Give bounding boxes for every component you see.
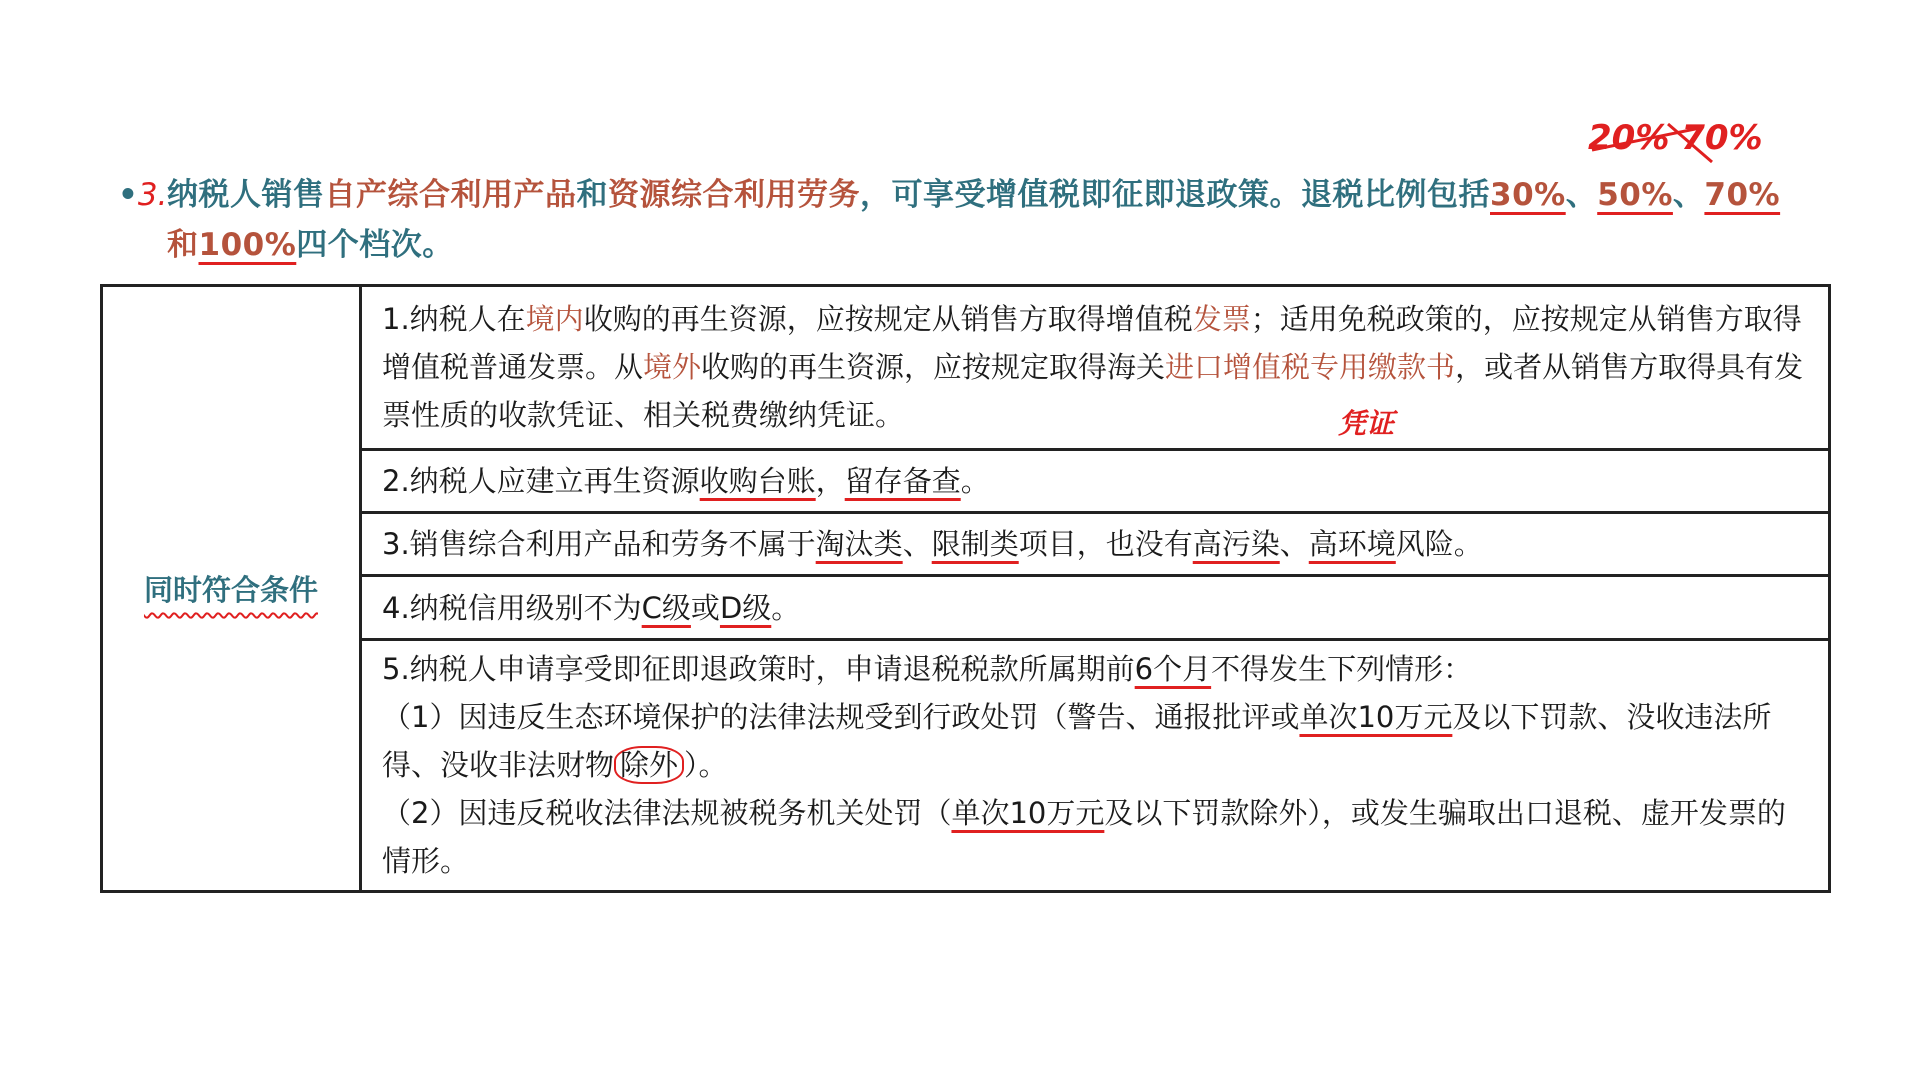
- underlined-text: 收购台账: [699, 463, 816, 498]
- text-run: ）。: [684, 748, 728, 783]
- text-run: 进口增值税专用缴款书: [1165, 350, 1456, 385]
- underlined-text: 30%: [1490, 177, 1566, 213]
- circled-text: 除外: [614, 746, 684, 784]
- text-run: 1.纳税人在: [382, 302, 526, 337]
- text-run: 、: [1672, 177, 1705, 213]
- text-run: 3.销售综合利用产品和劳务不属于: [382, 527, 816, 562]
- underlined-text: 高环境: [1308, 527, 1396, 562]
- text-run: 不得发生下列情形：: [1211, 652, 1473, 687]
- text-run: 项目，也没有: [1018, 527, 1193, 562]
- underlined-text: 高污染: [1192, 527, 1280, 562]
- conditions-table: [100, 284, 1831, 893]
- text-run: 5.纳税人申请享受即征即退政策时，申请退税税款所属期前: [382, 652, 1135, 687]
- side-label: 同时符合条件: [143, 573, 318, 607]
- underlined-text: 淘汰类: [815, 527, 903, 562]
- table-row: [102, 513, 1830, 576]
- text-run: 4.纳税信用级别不为: [382, 590, 642, 625]
- text-run: （1）因违反生态环境保护的法律法规受到行政处罚（警告、通报批评或: [382, 700, 1300, 735]
- underlined-text: 6个月: [1134, 652, 1212, 687]
- text-run: 、: [902, 527, 932, 562]
- text-run: 、: [1565, 177, 1598, 213]
- text-run: 或: [690, 590, 720, 625]
- text-run: 。: [771, 590, 801, 625]
- text-run: 四个档次。: [296, 227, 454, 263]
- condition-3: [361, 513, 1830, 576]
- text-run: 收购的再生资源，应按规定从销售方取得增值税: [583, 302, 1193, 337]
- text-run: 发票: [1192, 302, 1251, 337]
- handwritten-number: 3.: [137, 177, 168, 213]
- underlined-text: 限制类: [931, 527, 1019, 562]
- text-run: ，可享受增值税即征即退政策。退税比例包括: [860, 177, 1490, 213]
- text-run: 境外: [643, 350, 702, 385]
- underlined-text: 单次10万元: [951, 796, 1105, 831]
- underlined-text: 70%: [1704, 177, 1781, 213]
- condition-5: [361, 639, 1830, 891]
- underlined-text: 50%: [1597, 177, 1673, 213]
- table-row: [102, 449, 1830, 512]
- text-run: 和: [167, 227, 199, 263]
- heading-bullet: •3.: [118, 177, 168, 213]
- text-run: 。: [960, 463, 990, 498]
- text-run: 风险。: [1395, 527, 1483, 562]
- text-run: 和: [576, 177, 608, 213]
- text-run: （2）因违反税收法律法规被税务机关处罚（: [382, 796, 952, 831]
- text-run: 2.纳税人应建立再生资源: [382, 463, 700, 498]
- underlined-text: C级: [641, 590, 691, 625]
- text-run: 资源综合利用劳务: [608, 177, 860, 213]
- handwritten-voucher-note: 凭证: [1338, 407, 1395, 440]
- text-run: 收购的再生资源，应按规定取得海关: [701, 350, 1166, 385]
- text-run: 及以下罚款除外），或发生骗取出口退税、虚开发票的情形。: [382, 796, 1786, 879]
- text-run: 纳税人销售: [167, 177, 325, 213]
- table-row: [102, 639, 1830, 891]
- underlined-text: 100%: [198, 227, 297, 263]
- condition-1: [361, 286, 1830, 450]
- condition-4: [361, 576, 1830, 639]
- text-run: 及以下罚款、没收违法所得、没收非法财物: [382, 700, 1772, 783]
- underlined-text: 单次10万元: [1299, 700, 1453, 735]
- handwritten-correction: 20% 70%: [1588, 118, 1763, 158]
- table-row: [102, 576, 1830, 639]
- side-label-cell: [102, 286, 361, 892]
- text-run: 、: [1279, 527, 1309, 562]
- table-row: [102, 286, 1830, 450]
- underlined-text: D级: [719, 590, 772, 625]
- underlined-text: 留存备查: [844, 463, 961, 498]
- text-run: ，或者从销售方取得具有发票性质的收款凭证、相关税费缴纳凭证。: [382, 350, 1804, 433]
- text-run: 自产综合利用产品: [324, 177, 577, 213]
- text-run: 境内: [525, 302, 584, 337]
- condition-2: [361, 449, 1830, 512]
- text-run: ，: [815, 463, 845, 498]
- text-run: ；适用免税政策的，应按规定从销售方取得增值税普通发票。从: [382, 302, 1802, 385]
